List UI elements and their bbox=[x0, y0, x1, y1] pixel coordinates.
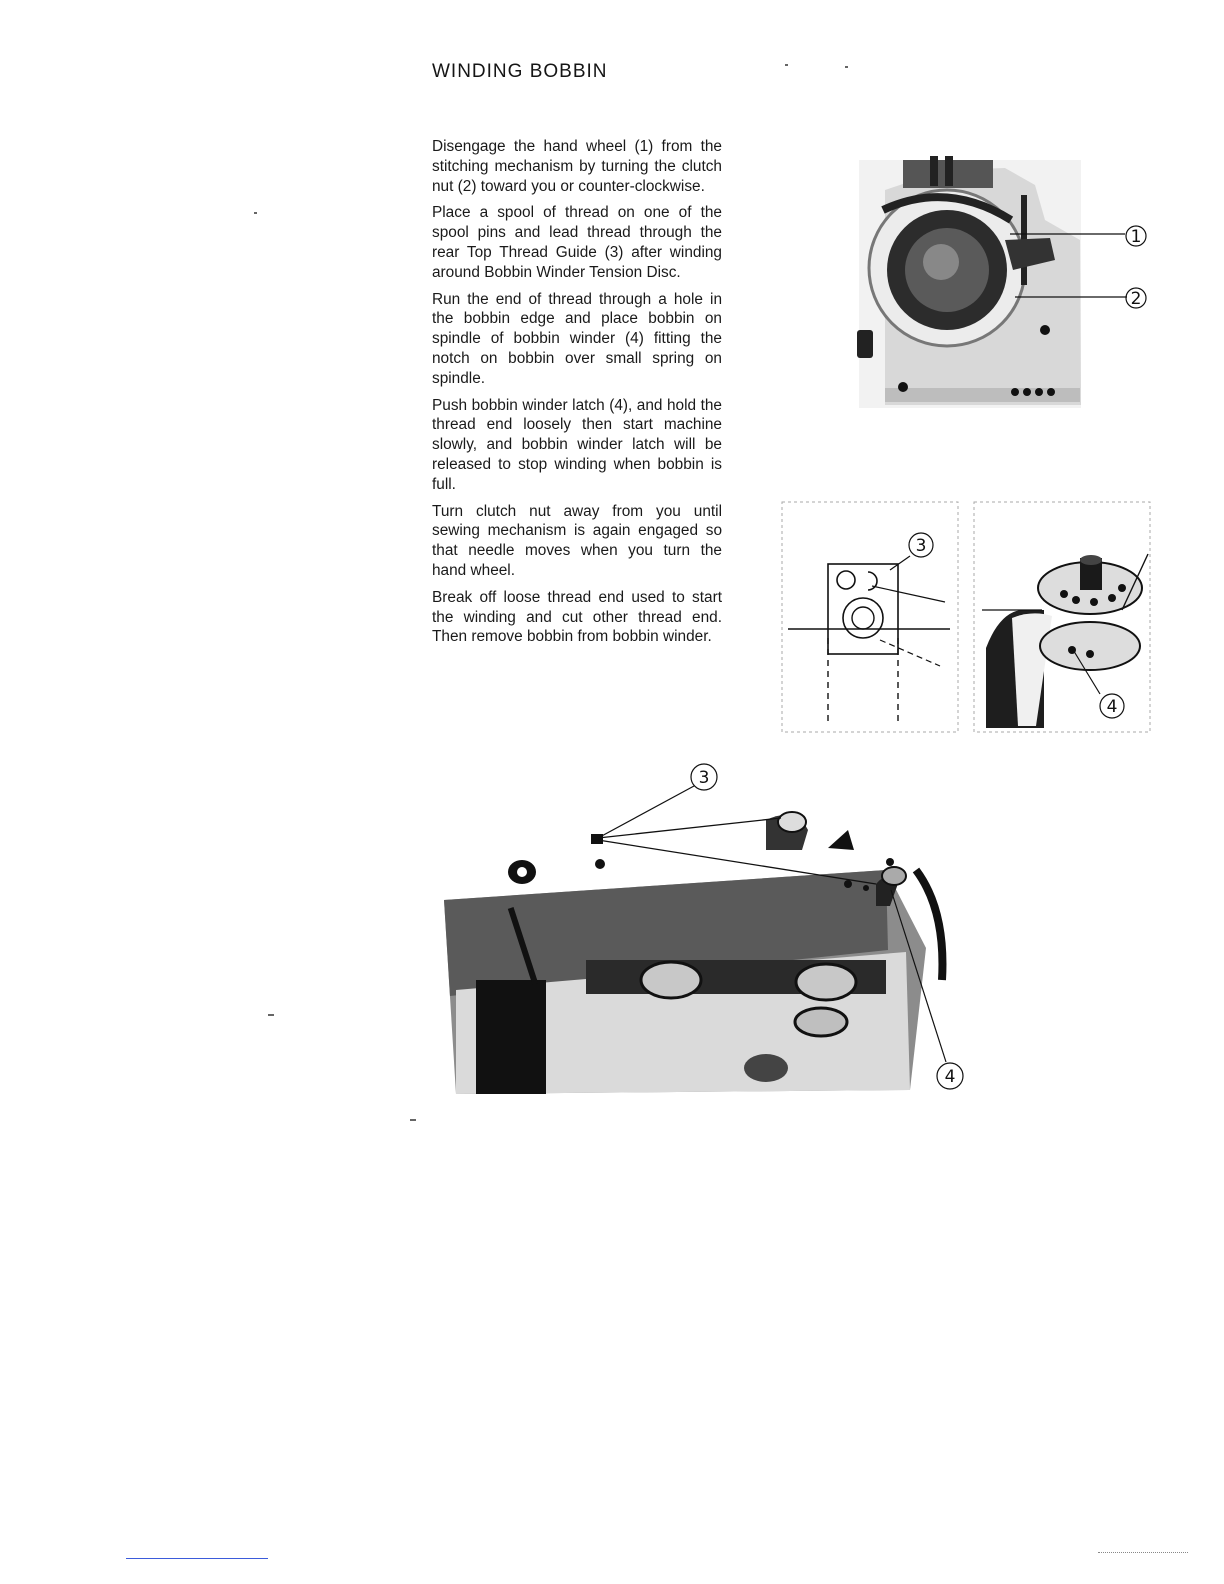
hand-wheel-figure bbox=[845, 150, 1155, 412]
callout-label: 3 bbox=[698, 768, 710, 788]
instruction-paragraph: Run the end of thread through a hole in the bobbin edge and place bobbin on spindle of bobbin winder (4) fitting the notch on bobbin over small spring on spindle. bbox=[432, 290, 722, 387]
bobbin-winder-figure bbox=[972, 498, 1156, 736]
callout-label: 4 bbox=[1106, 697, 1118, 717]
instructions-text bbox=[432, 137, 722, 654]
instruction-paragraph: Place a spool of thread on one of the spool pins and lead thread through the rear Top Thread Guide (3) after winding around Bobbin Winder Tension Disc. bbox=[432, 204, 722, 281]
thread-guide-figure bbox=[780, 498, 962, 736]
scan-speck bbox=[785, 64, 788, 66]
callout-label: 4 bbox=[944, 1067, 956, 1087]
instruction-paragraph: Disengage the hand wheel (1) from the stitching mechanism by turning the clutch nut (2) toward you or counter-clockwise. bbox=[432, 138, 722, 195]
callout-label: 3 bbox=[915, 536, 927, 556]
machine-top-figure bbox=[436, 760, 976, 1106]
footer-rule bbox=[1098, 1552, 1188, 1553]
scan-speck bbox=[254, 212, 257, 214]
scan-speck bbox=[268, 1014, 274, 1016]
scan-speck bbox=[845, 66, 848, 68]
callout-label: 2 bbox=[1130, 289, 1142, 309]
instruction-paragraph: Break off loose thread end used to start the winding and cut other thread end. Then remove bobbin from bobbin winder. bbox=[432, 588, 722, 646]
page-title: WINDING BOBBIN bbox=[432, 61, 608, 82]
instruction-paragraph: Turn clutch nut away from you until sewing mechanism is again engaged so that needle moves when you turn the hand wheel. bbox=[432, 502, 722, 579]
callout-label: 1 bbox=[1130, 227, 1142, 247]
instruction-paragraph: Push bobbin winder latch (4), and hold the thread end loosely then start machine slowly, and bobbin winder latch will be released to stop winding when bobbin is full. bbox=[432, 396, 722, 493]
scan-speck bbox=[410, 1119, 416, 1121]
footer-link-underline bbox=[126, 1558, 268, 1559]
